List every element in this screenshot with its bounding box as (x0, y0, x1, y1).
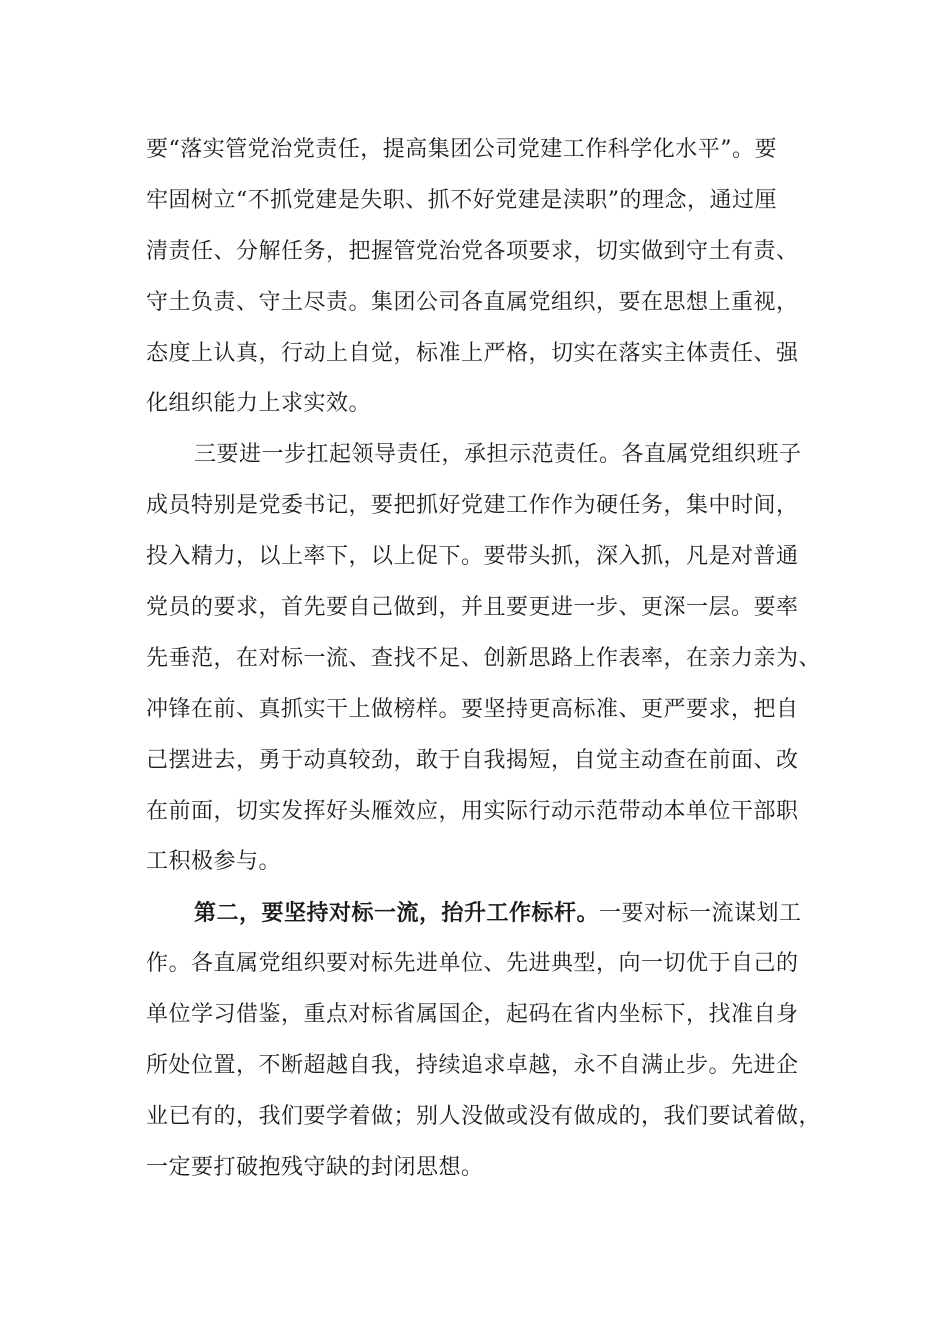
paragraph-1 (146, 125, 826, 430)
text-line: 态度上认真，行动上自觉，标准上严格，切实在落实主体责任、强 (146, 340, 799, 366)
section-heading: 第二，要坚持对标一流，抬升工作标杆。 (194, 900, 600, 927)
text-line: 要“落实管党治党责任，提高集团公司党建工作科学化水平”。要 (146, 137, 777, 162)
text-line: 化组织能力上求实效。 (146, 391, 372, 417)
text-line: 守土负责、守土尽责。集团公司各直属党组织，要在思想上重视， (146, 289, 799, 315)
text-line: 己摆进去，勇于动真较劲，敢于自我揭短，自觉主动查在前面、改 (146, 747, 799, 773)
text-line: 工积极参与。 (146, 849, 282, 875)
text-run: 一要对标一流谋划工 (599, 901, 802, 927)
text-line: 所处位置，不断超越自我，持续追求卓越，永不自满止步。先进企 (146, 1053, 799, 1079)
text-line: 一定要打破抱残守缺的封闭思想。 (146, 1154, 484, 1180)
text-line: 作。各直属党组织要对标先进单位、先进典型，向一切优于自己的 (146, 951, 799, 977)
text-line: 冲锋在前、真抓实干上做榜样。要坚持更高标准、更严要求，把自 (146, 696, 799, 722)
text-line: 单位学习借鉴，重点对标省属国企，起码在省内坐标下，找准自身 (146, 1002, 799, 1028)
text-line: 投入精力，以上率下，以上促下。要带头抓，深入抓，凡是对普通 (146, 544, 799, 570)
text-line: 三要进一步扛起领导责任，承担示范责任。各直属党组织班子 (194, 442, 802, 468)
text-line: 牢固树立“不抓党建是失职、抓不好党建是渎职”的理念，通过厘 (146, 187, 777, 213)
text-line: 在前面，切实发挥好头雁效应，用实际行动示范带动本单位干部职 (146, 798, 799, 824)
text-line: 党员的要求，首先要自己做到，并且要更进一步、更深一层。要率 (146, 595, 799, 621)
text-line: 成员特别是党委书记，要把抓好党建工作作为硬任务，集中时间， (146, 493, 799, 519)
text-line: 清责任、分解任务，把握管党治党各项要求，切实做到守土有责、 (146, 238, 799, 264)
text-line: 先垂范，在对标一流、查找不足、创新思路上作表率，在亲力亲为、 (146, 645, 822, 671)
text-line (146, 888, 826, 939)
document-body (146, 125, 826, 1194)
paragraph-2 (146, 430, 826, 888)
paragraph-3 (146, 888, 826, 1193)
text-line: 业已有的，我们要学着做；别人没做或没有做成的，我们要试着做， (146, 1103, 822, 1129)
